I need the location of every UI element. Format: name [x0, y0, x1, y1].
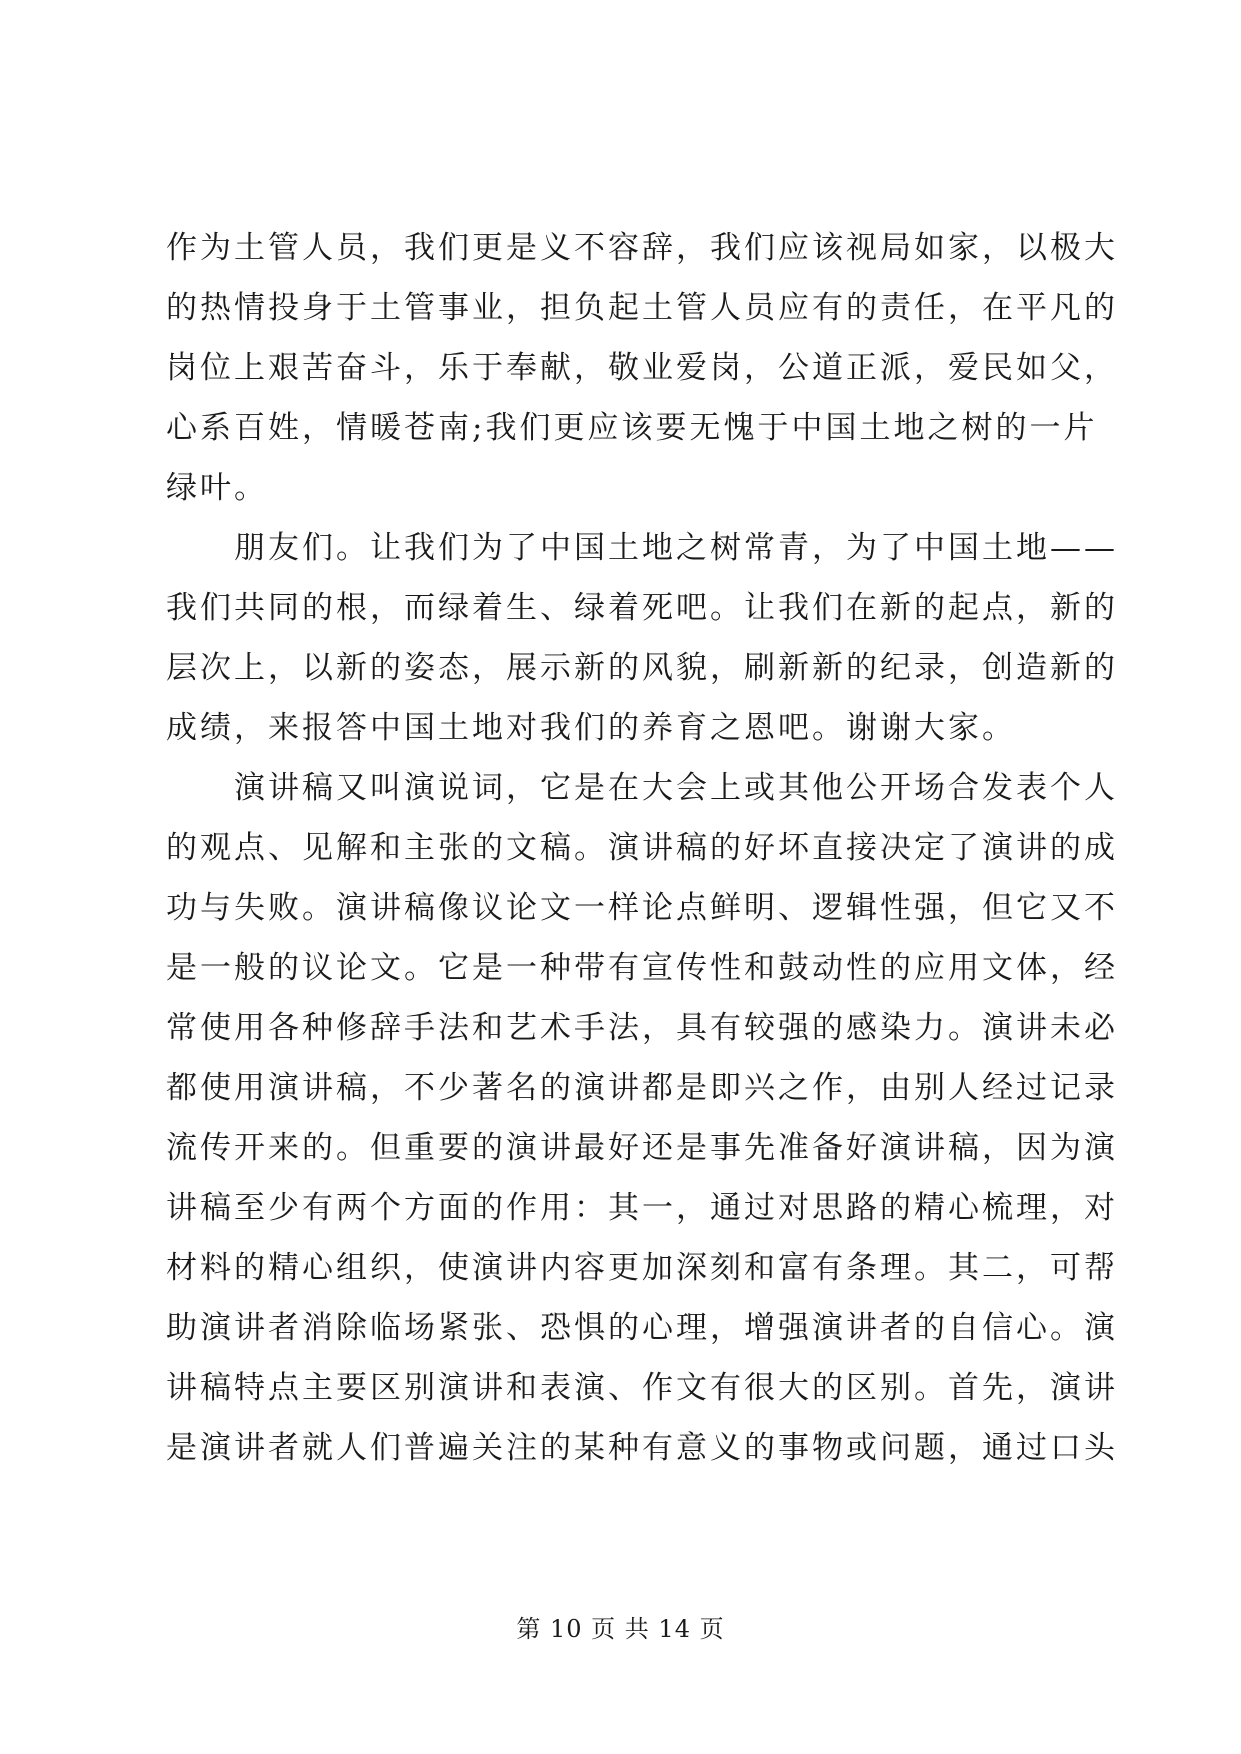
text-line: 讲稿至少有两个方面的作用：其一，通过对思路的精心梳理，对: [166, 1190, 1118, 1226]
text-line: 层次上，以新的姿态，展示新的风貌，刷新新的纪录，创造新的: [166, 650, 1118, 686]
text-line: 功与失败。演讲稿像议论文一样论点鲜明、逻辑性强，但它又不: [166, 890, 1118, 926]
page-number-footer: 第 10 页 共 14 页: [516, 1615, 725, 1643]
text-line: 作为土管人员，我们更是义不容辞，我们应该视局如家，以极大: [166, 230, 1118, 266]
text-line: 常使用各种修辞手法和艺术手法，具有较强的感染力。演讲未必: [166, 1010, 1118, 1046]
text-line: 流传开来的。但重要的演讲最好还是事先准备好演讲稿，因为演: [166, 1130, 1118, 1166]
text-line: 都使用演讲稿，不少著名的演讲都是即兴之作，由别人经过记录: [166, 1070, 1118, 1106]
text-line: 的观点、见解和主张的文稿。演讲稿的好坏直接决定了演讲的成: [166, 830, 1118, 866]
text-line: 是演讲者就人们普遍关注的某种有意义的事物或问题，通过口头: [166, 1430, 1118, 1466]
paragraph-first-line: 演讲稿又叫演说词，它是在大会上或其他公开场合发表个人: [234, 770, 1118, 806]
text-line: 我们共同的根，而绿着生、绿着死吧。让我们在新的起点，新的: [166, 590, 1118, 626]
paragraph-first-line: 朋友们。让我们为了中国土地之树常青，为了中国土地——: [234, 530, 1118, 566]
text-line: 岗位上艰苦奋斗，乐于奉献，敬业爱岗，公道正派，爱民如父，: [166, 350, 1118, 386]
text-line: 的热情投身于土管事业，担负起土管人员应有的责任，在平凡的: [166, 290, 1118, 326]
text-line: 是一般的议论文。它是一种带有宣传性和鼓动性的应用文体，经: [166, 950, 1118, 986]
text-line: 材料的精心组织，使演讲内容更加深刻和富有条理。其二，可帮: [166, 1250, 1118, 1286]
text-line: 助演讲者消除临场紧张、恐惧的心理，增强演讲者的自信心。演: [166, 1310, 1118, 1346]
text-line: 绿叶。: [166, 470, 268, 506]
text-line: 讲稿特点主要区别演讲和表演、作文有很大的区别。首先，演讲: [166, 1370, 1118, 1406]
text-line: 成绩，来报答中国土地对我们的养育之恩吧。谢谢大家。: [166, 710, 1016, 746]
text-line: 心系百姓，情暖苍南;我们更应该要无愧于中国土地之树的一片: [166, 410, 1098, 446]
